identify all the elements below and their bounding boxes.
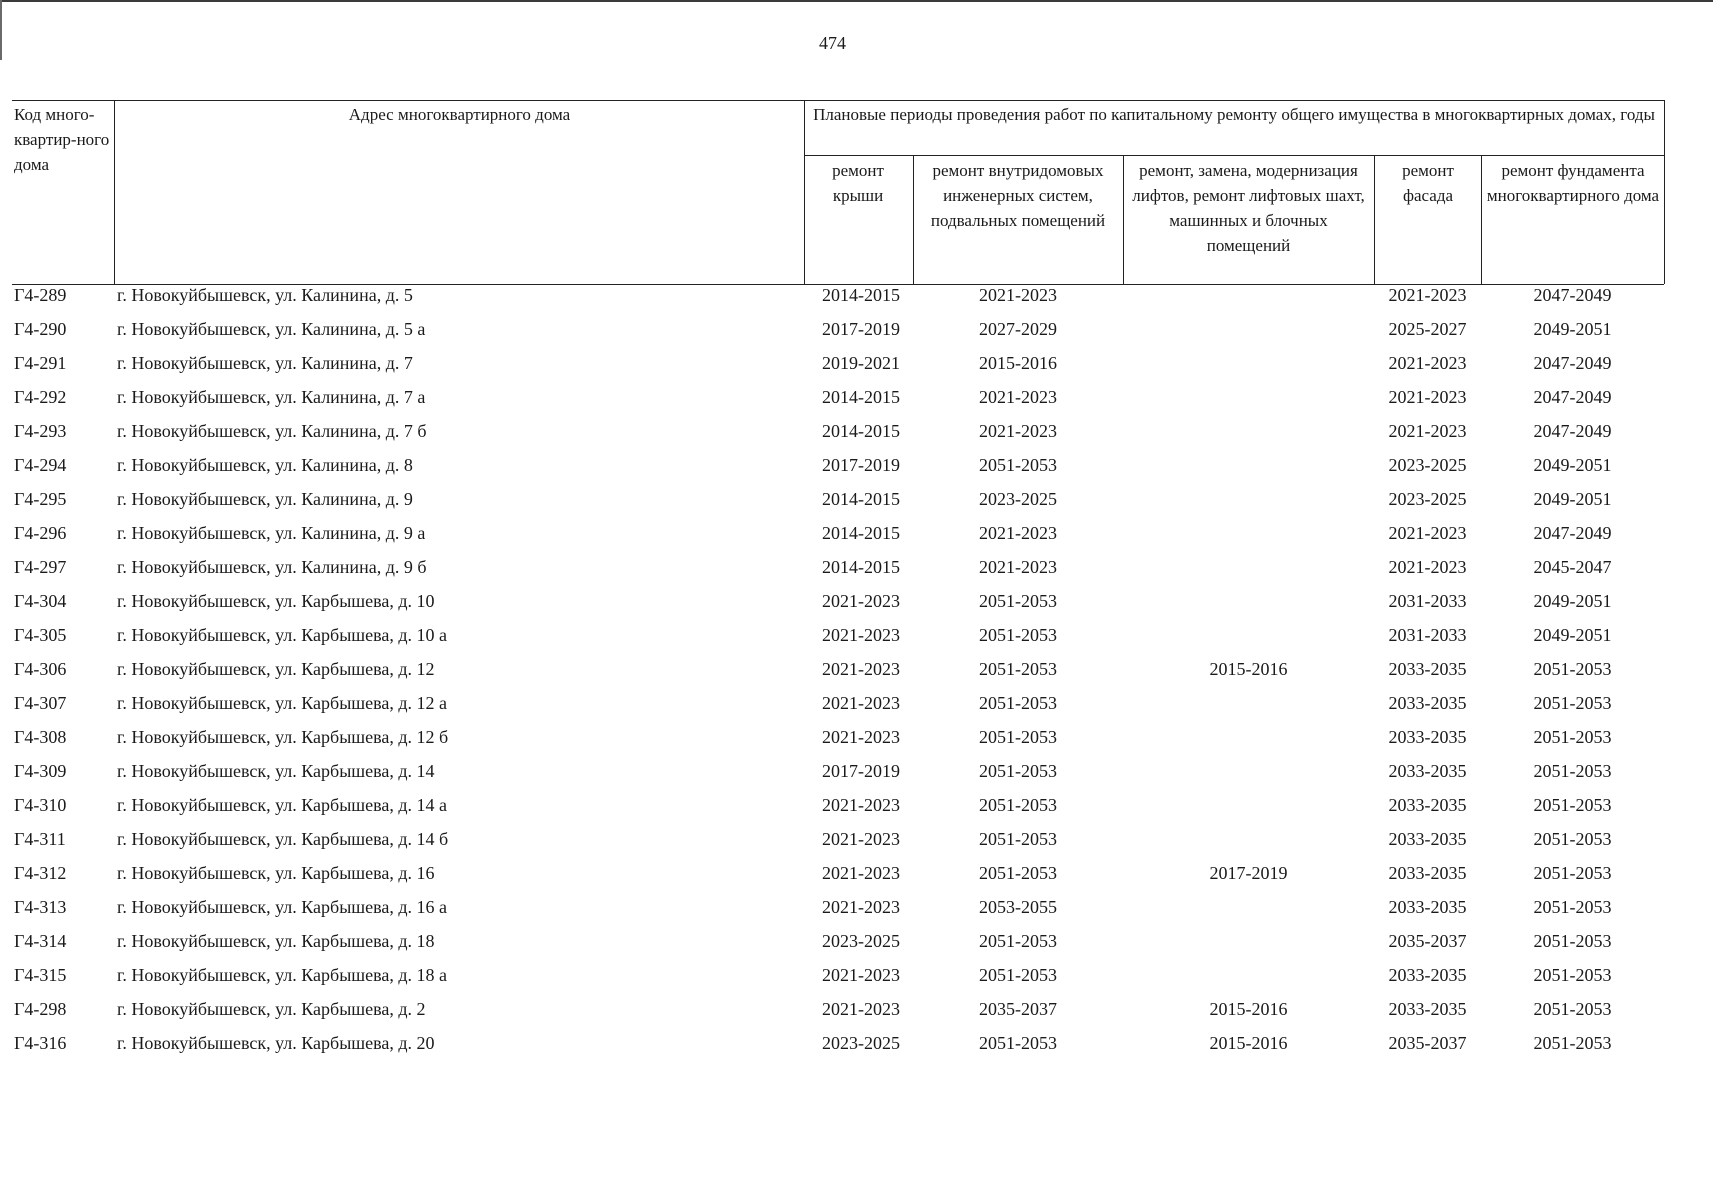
cell-address: г. Новокуйбышевск, ул. Карбышева, д. 2	[117, 999, 426, 1019]
cell-facade: 2033-2035	[1388, 863, 1467, 883]
cell-code: Г4-306	[14, 659, 67, 679]
table-row	[0, 927, 1665, 961]
cell-roof: 2021-2023	[822, 727, 900, 747]
cell-roof: 2021-2023	[822, 999, 900, 1019]
cell-systems: 2051-2053	[979, 761, 1057, 781]
cell-systems: 2051-2053	[979, 795, 1057, 815]
cell-roof: 2014-2015	[822, 489, 900, 509]
cell-foundation: 2047-2049	[1533, 421, 1612, 441]
cell-address: г. Новокуйбышевск, ул. Карбышева, д. 18 а	[117, 965, 448, 985]
cell-address: г. Новокуйбышевск, ул. Карбышева, д. 14 а	[117, 795, 448, 815]
header-code: Код много-квартир-ного дома	[14, 105, 110, 174]
cell-address: г. Новокуйбышевск, ул. Карбышева, д. 10 а	[117, 625, 448, 645]
cell-foundation: 2051-2053	[1533, 1033, 1612, 1053]
cell-address: г. Новокуйбышевск, ул. Калинина, д. 7	[117, 353, 413, 373]
cell-roof: 2021-2023	[822, 591, 900, 611]
cell-roof: 2021-2023	[822, 965, 900, 985]
header-systems: ремонт внутридомовых инженерных систем, подвальных помещений	[930, 161, 1106, 230]
cell-systems: 2021-2023	[979, 387, 1057, 407]
table-row	[0, 417, 1665, 451]
cell-foundation: 2051-2053	[1533, 897, 1612, 917]
cell-address: г. Новокуйбышевск, ул. Калинина, д. 5 а	[117, 319, 426, 339]
table-row	[0, 553, 1665, 587]
cell-facade: 2033-2035	[1388, 897, 1467, 917]
header-periods: Плановые периоды проведения работ по капитальному ремонту общего имущества в многоквартирных домах, годы	[813, 105, 1655, 124]
cell-roof: 2017-2019	[822, 761, 900, 781]
cell-code: Г4-307	[14, 693, 67, 713]
header-address: Адрес многоквартирного дома	[348, 105, 571, 124]
header-right-rule	[1664, 100, 1665, 284]
cell-code: Г4-298	[14, 999, 67, 1019]
cell-facade: 2023-2025	[1388, 489, 1467, 509]
table-row	[0, 655, 1665, 689]
cell-facade: 2033-2035	[1388, 795, 1467, 815]
cell-roof: 2017-2019	[822, 319, 900, 339]
cell-code: Г4-308	[14, 727, 67, 747]
cell-roof: 2014-2015	[822, 387, 900, 407]
cell-systems: 2027-2029	[979, 319, 1057, 339]
cell-roof: 2021-2023	[822, 659, 900, 679]
cell-address: г. Новокуйбышевск, ул. Карбышева, д. 12	[117, 659, 435, 679]
cell-address: г. Новокуйбышевск, ул. Карбышева, д. 18	[117, 931, 435, 951]
table-row	[0, 485, 1665, 519]
cell-foundation: 2051-2053	[1533, 965, 1612, 985]
table-row	[0, 757, 1665, 791]
cell-code: Г4-290	[14, 319, 67, 339]
cell-facade: 2021-2023	[1388, 353, 1467, 373]
cell-facade: 2033-2035	[1388, 693, 1467, 713]
header-lifts: ремонт, замена, модернизация лифтов, ремонт лифтовых шахт, машинных и блочных помещений	[1132, 161, 1365, 255]
header-divider-facade	[1481, 155, 1482, 284]
cell-address: г. Новокуйбышевск, ул. Карбышева, д. 14	[117, 761, 435, 781]
cell-lifts: 2015-2016	[1209, 999, 1288, 1019]
cell-foundation: 2049-2051	[1533, 625, 1612, 645]
cell-roof: 2023-2025	[822, 931, 900, 951]
cell-foundation: 2047-2049	[1533, 523, 1612, 543]
cell-facade: 2033-2035	[1388, 727, 1467, 747]
cell-foundation: 2049-2051	[1533, 319, 1612, 339]
cell-foundation: 2049-2051	[1533, 591, 1612, 611]
cell-address: г. Новокуйбышевск, ул. Карбышева, д. 20	[117, 1033, 435, 1053]
cell-code: Г4-304	[14, 591, 67, 611]
cell-foundation: 2047-2049	[1533, 285, 1612, 305]
cell-facade: 2021-2023	[1388, 421, 1467, 441]
header-facade: ремонт фасада	[1402, 161, 1454, 205]
cell-roof: 2021-2023	[822, 897, 900, 917]
cell-systems: 2051-2053	[979, 1033, 1057, 1053]
cell-roof: 2021-2023	[822, 863, 900, 883]
cell-roof: 2021-2023	[822, 625, 900, 645]
table-row	[0, 995, 1665, 1029]
cell-facade: 2031-2033	[1388, 625, 1467, 645]
header-top-rule	[12, 100, 1664, 101]
table-row	[0, 315, 1665, 349]
cell-roof: 2014-2015	[822, 421, 900, 441]
cell-foundation: 2049-2051	[1533, 489, 1612, 509]
cell-roof: 2021-2023	[822, 829, 900, 849]
cell-facade: 2033-2035	[1388, 659, 1467, 679]
cell-address: г. Новокуйбышевск, ул. Калинина, д. 9 б	[117, 557, 427, 577]
cell-facade: 2025-2027	[1388, 319, 1467, 339]
cell-systems: 2051-2053	[979, 863, 1057, 883]
cell-foundation: 2047-2049	[1533, 387, 1612, 407]
cell-code: Г4-294	[14, 455, 67, 475]
cell-code: Г4-311	[14, 829, 66, 849]
cell-systems: 2051-2053	[979, 625, 1057, 645]
cell-facade: 2035-2037	[1388, 1033, 1467, 1053]
cell-facade: 2031-2033	[1388, 591, 1467, 611]
cell-systems: 2021-2023	[979, 421, 1057, 441]
cell-systems: 2021-2023	[979, 557, 1057, 577]
header-mid-rule	[804, 155, 1664, 156]
header-divider-address	[804, 100, 805, 284]
cell-facade: 2033-2035	[1388, 829, 1467, 849]
cell-address: г. Новокуйбышевск, ул. Карбышева, д. 16 а	[117, 897, 448, 917]
cell-facade: 2023-2025	[1388, 455, 1467, 475]
table-row	[0, 587, 1665, 621]
cell-code: Г4-297	[14, 557, 67, 577]
cell-address: г. Новокуйбышевск, ул. Карбышева, д. 12 а	[117, 693, 448, 713]
cell-foundation: 2051-2053	[1533, 693, 1612, 713]
header-divider-roof	[913, 155, 914, 284]
cell-roof: 2014-2015	[822, 285, 900, 305]
cell-address: г. Новокуйбышевск, ул. Карбышева, д. 16	[117, 863, 435, 883]
table-row	[0, 723, 1665, 757]
cell-code: Г4-316	[14, 1033, 67, 1053]
cell-systems: 2023-2025	[979, 489, 1057, 509]
cell-address: г. Новокуйбышевск, ул. Калинина, д. 9	[117, 489, 413, 509]
cell-systems: 2051-2053	[979, 455, 1057, 475]
cell-facade: 2021-2023	[1388, 557, 1467, 577]
cell-lifts: 2015-2016	[1209, 1033, 1288, 1053]
cell-code: Г4-313	[14, 897, 67, 917]
cell-foundation: 2051-2053	[1533, 931, 1612, 951]
table-row	[0, 859, 1665, 893]
cell-facade: 2033-2035	[1388, 965, 1467, 985]
table-row	[0, 791, 1665, 825]
top-border-rule	[0, 0, 1713, 2]
cell-systems: 2051-2053	[979, 931, 1057, 951]
cell-foundation: 2051-2053	[1533, 829, 1612, 849]
cell-lifts: 2015-2016	[1209, 659, 1288, 679]
cell-address: г. Новокуйбышевск, ул. Калинина, д. 8	[117, 455, 413, 475]
cell-facade: 2035-2037	[1388, 931, 1467, 951]
cell-code: Г4-305	[14, 625, 67, 645]
header-divider-systems	[1123, 155, 1124, 284]
cell-code: Г4-312	[14, 863, 67, 883]
cell-systems: 2051-2053	[979, 693, 1057, 713]
table-row	[0, 893, 1665, 927]
cell-systems: 2015-2016	[979, 353, 1057, 373]
cell-foundation: 2049-2051	[1533, 455, 1612, 475]
cell-roof: 2023-2025	[822, 1033, 900, 1053]
cell-code: Г4-309	[14, 761, 67, 781]
cell-roof: 2014-2015	[822, 523, 900, 543]
cell-systems: 2053-2055	[979, 897, 1057, 917]
cell-address: г. Новокуйбышевск, ул. Калинина, д. 7 а	[117, 387, 426, 407]
page-number: 474	[819, 33, 846, 53]
cell-code: Г4-295	[14, 489, 67, 509]
cell-address: г. Новокуйбышевск, ул. Карбышева, д. 10	[117, 591, 435, 611]
table-row	[0, 383, 1665, 417]
cell-code: Г4-289	[14, 285, 67, 305]
header-divider-lifts	[1374, 155, 1375, 284]
cell-systems: 2051-2053	[979, 829, 1057, 849]
cell-roof: 2021-2023	[822, 693, 900, 713]
cell-address: г. Новокуйбышевск, ул. Калинина, д. 9 а	[117, 523, 426, 543]
table-row	[0, 825, 1665, 859]
cell-systems: 2051-2053	[979, 591, 1057, 611]
header-roof: ремонт крыши	[832, 161, 884, 205]
cell-code: Г4-315	[14, 965, 67, 985]
cell-address: г. Новокуйбышевск, ул. Калинина, д. 5	[117, 285, 413, 305]
cell-address: г. Новокуйбышевск, ул. Карбышева, д. 12 б	[117, 727, 449, 747]
header-divider-code	[114, 100, 115, 284]
cell-foundation: 2051-2053	[1533, 727, 1612, 747]
cell-foundation: 2051-2053	[1533, 999, 1612, 1019]
table-row	[0, 349, 1665, 383]
cell-foundation: 2051-2053	[1533, 863, 1612, 883]
table-row	[0, 961, 1665, 995]
cell-systems: 2051-2053	[979, 727, 1057, 747]
cell-code: Г4-293	[14, 421, 67, 441]
cell-systems: 2051-2053	[979, 659, 1057, 679]
cell-code: Г4-296	[14, 523, 67, 543]
table-row	[0, 281, 1665, 315]
table-row	[0, 621, 1665, 655]
cell-code: Г4-314	[14, 931, 67, 951]
cell-roof: 2021-2023	[822, 795, 900, 815]
cell-facade: 2021-2023	[1388, 523, 1467, 543]
cell-code: Г4-310	[14, 795, 67, 815]
cell-systems: 2021-2023	[979, 285, 1057, 305]
table-row	[0, 451, 1665, 485]
cell-foundation: 2051-2053	[1533, 761, 1612, 781]
cell-foundation: 2047-2049	[1533, 353, 1612, 373]
cell-roof: 2019-2021	[822, 353, 900, 373]
cell-facade: 2033-2035	[1388, 761, 1467, 781]
cell-systems: 2035-2037	[979, 999, 1057, 1019]
cell-roof: 2017-2019	[822, 455, 900, 475]
cell-lifts: 2017-2019	[1209, 863, 1288, 883]
header-foundation: ремонт фундамента многоквартирного дома	[1486, 161, 1660, 205]
cell-systems: 2021-2023	[979, 523, 1057, 543]
cell-systems: 2051-2053	[979, 965, 1057, 985]
cell-address: г. Новокуйбышевск, ул. Карбышева, д. 14 б	[117, 829, 449, 849]
cell-foundation: 2051-2053	[1533, 659, 1612, 679]
cell-code: Г4-291	[14, 353, 67, 373]
cell-facade: 2021-2023	[1388, 387, 1467, 407]
cell-roof: 2014-2015	[822, 557, 900, 577]
table-row	[0, 519, 1665, 553]
cell-facade: 2021-2023	[1388, 285, 1467, 305]
cell-address: г. Новокуйбышевск, ул. Калинина, д. 7 б	[117, 421, 427, 441]
cell-foundation: 2051-2053	[1533, 795, 1612, 815]
cell-code: Г4-292	[14, 387, 67, 407]
table-row	[0, 1029, 1665, 1063]
table-row	[0, 689, 1665, 723]
table-body	[0, 281, 1665, 1063]
cell-facade: 2033-2035	[1388, 999, 1467, 1019]
cell-foundation: 2045-2047	[1533, 557, 1612, 577]
